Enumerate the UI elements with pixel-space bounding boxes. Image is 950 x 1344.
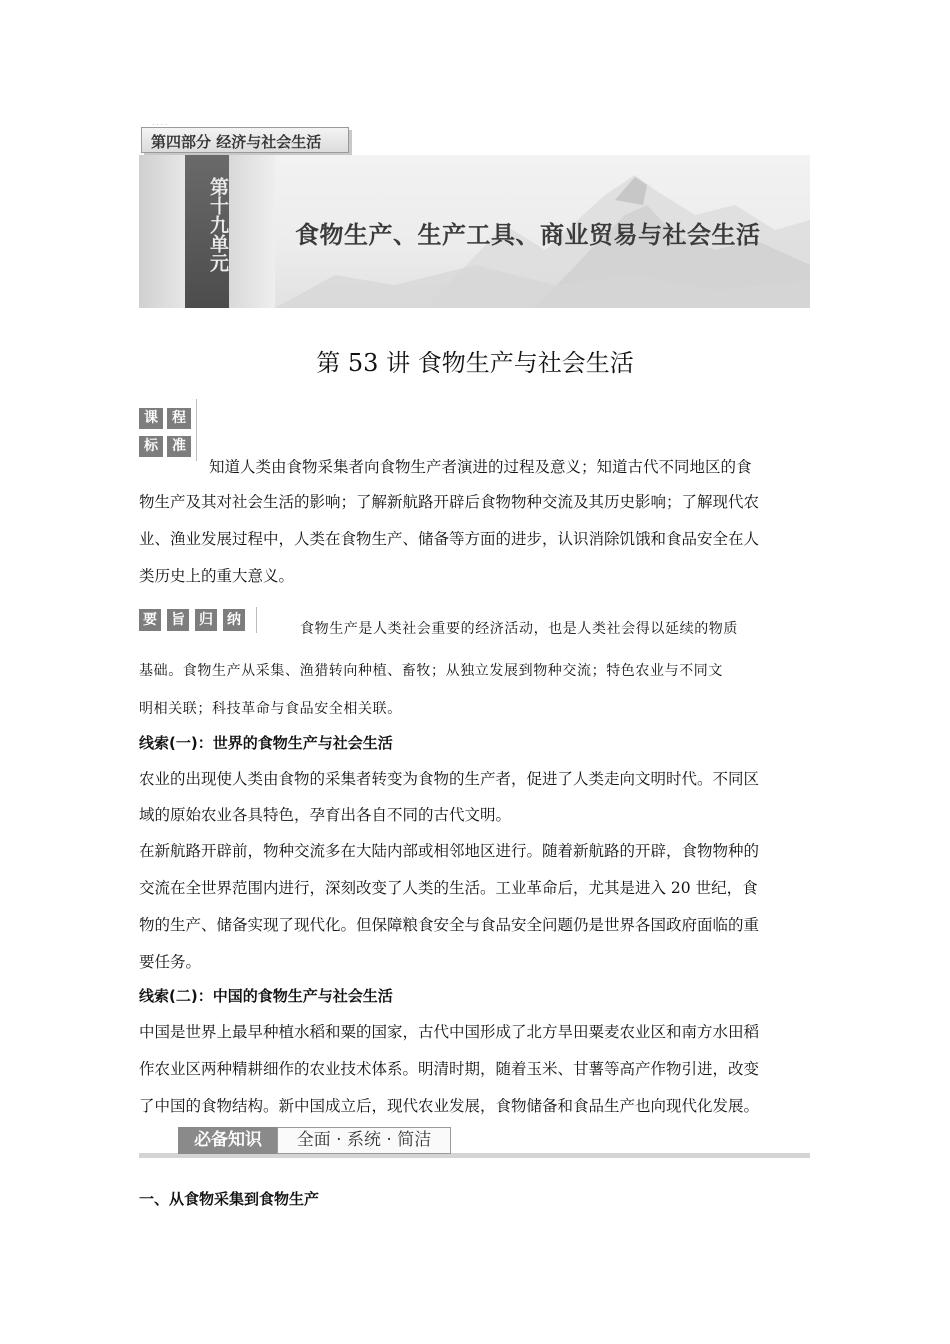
clue2-line: 作农业区两种精耕细作的农业技术体系。明清时期，随着玉米、甘薯等高产作物引进，改变 bbox=[139, 1060, 760, 1078]
curriculum-label-char: 准 bbox=[167, 436, 191, 457]
curriculum-line: 物生产及其对社会生活的影响；了解新航路开辟后食物物种交流及其历史影响；了解现代农 bbox=[139, 493, 760, 511]
summary-divider bbox=[256, 607, 257, 633]
curriculum-line: 类历史上的重大意义。 bbox=[139, 567, 295, 585]
clue1-line: 交流在全世界范围内进行，深刻改变了人类的生活。工业革命后，尤其是进入 20 世纪，食 bbox=[139, 879, 758, 897]
summary-label-char: 纳 bbox=[223, 609, 245, 631]
clue2-heading: 线索(二)：中国的食物生产与社会生活 bbox=[139, 987, 393, 1005]
essential-tagline: 全面 · 系统 · 简洁 bbox=[277, 1127, 451, 1154]
part-tag-dots: · · · · bbox=[152, 121, 168, 129]
summary-line: 基础。食物生产从采集、渔猎转向种植、畜牧；从独立发展到物种交流；特色农业与不同文 bbox=[139, 663, 723, 679]
summary-line: 明相关联；科技革命与食品安全相关联。 bbox=[139, 701, 402, 717]
clue2-line: 了中国的食物结构。新中国成立后，现代农业发展，食物储备和食品生产也向现代化发展。 bbox=[139, 1097, 760, 1115]
summary-label-char: 归 bbox=[195, 609, 217, 631]
curriculum-line: 业、渔业发展过程中，人类在食物生产、储备等方面的进步，认识消除饥饿和食品安全在人 bbox=[139, 530, 760, 548]
curriculum-label-char: 程 bbox=[167, 408, 191, 429]
clue2-line: 中国是世界上最早种植水稻和粟的国家，古代中国形成了北方旱田粟麦农业区和南方水田稻 bbox=[139, 1023, 760, 1041]
clue1-line: 物的生产、储备实现了现代化。但保障粮食安全与食品安全问题仍是世界各国政府面临的重 bbox=[139, 916, 760, 934]
summary-line: 食物生产是人类社会重要的经济活动，也是人类社会得以延续的物质 bbox=[300, 621, 738, 637]
unit-banner bbox=[139, 155, 810, 308]
unit-label: 第十九单元 bbox=[207, 177, 229, 272]
clue1-heading: 线索(一)：世界的食物生产与社会生活 bbox=[139, 734, 393, 752]
unit-box bbox=[185, 155, 229, 308]
clue1-line: 在新航路开辟前，物种交流多在大陆内部或相邻地区进行。随着新航路的开辟，食物物种的 bbox=[139, 842, 760, 860]
curriculum-label-char: 课 bbox=[139, 408, 163, 429]
part-tag-label: 第四部分 经济与社会生活 bbox=[151, 133, 322, 151]
clue1-line: 域的原始农业各具特色，孕育出各自不同的古代文明。 bbox=[139, 806, 512, 824]
banner-mid-band bbox=[229, 155, 275, 308]
curriculum-divider bbox=[196, 399, 197, 461]
section1-heading: 一、从食物采集到食物生产 bbox=[139, 1190, 320, 1208]
lecture-title: 第 53 讲 食物生产与社会生活 bbox=[316, 349, 634, 377]
curriculum-label-char: 标 bbox=[139, 436, 163, 457]
summary-label-char: 旨 bbox=[167, 609, 189, 631]
curriculum-line: 知道人类由食物采集者向食物生产者演进的过程及意义；知道古代不同地区的食 bbox=[209, 458, 752, 476]
clue1-line: 要任务。 bbox=[139, 953, 202, 971]
clue1-line: 农业的出现使人类由食物的采集者转变为食物的生产者，促进了人类走向文明时代。不同区 bbox=[139, 770, 760, 788]
part-tag bbox=[141, 121, 349, 153]
essential-label: 必备知识 bbox=[178, 1127, 278, 1154]
summary-label-char: 要 bbox=[139, 609, 161, 631]
banner-left-band bbox=[139, 155, 185, 308]
curriculum-label bbox=[139, 408, 193, 458]
unit-title: 食物生产、生产工具、商业贸易与社会生活 bbox=[295, 220, 761, 249]
